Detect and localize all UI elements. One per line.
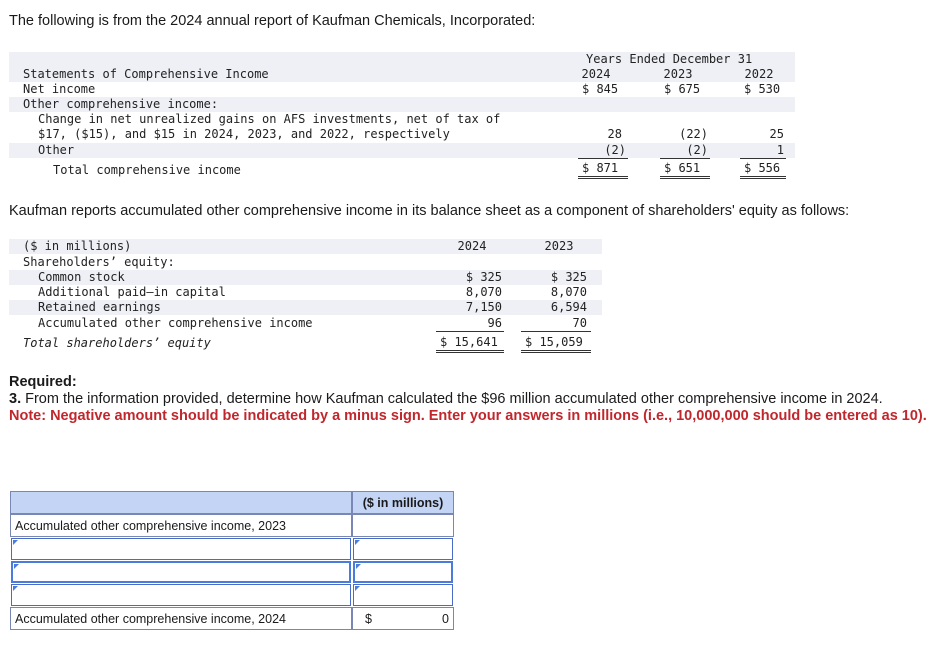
aoci-2024: 96 [487,316,502,330]
total-double-underline [740,176,786,177]
year-2024: 2024 [581,67,611,81]
net-income-2023: $ 675 [664,82,701,96]
row-last-value-cell [352,607,454,630]
afs-2022: 25 [769,127,784,141]
row-first-label-cell [10,514,352,537]
retained-earnings-2023: 6,594 [550,300,587,314]
total-equity-2023: $ 15,059 [525,335,583,349]
afs-2023: (22) [679,127,708,141]
total-double-underline [660,176,710,177]
eq-year-2024: 2024 [457,239,487,253]
aoci-2023: 70 [572,316,587,330]
required-section [9,374,939,425]
question [9,391,939,408]
other-2022: 1 [776,143,784,157]
apic-label: Additional paid–in capital [38,285,226,299]
row-first-label: Accumulated other comprehensive income, 2023 [15,519,286,533]
eq-year-2023: 2023 [544,239,574,253]
total-double-underline [660,178,710,179]
afs-label-line1: Change in net unrealized gains on AFS investments, net of tax of [38,112,501,126]
total-ci-2024: $ 871 [582,161,619,175]
row-last-label: Accumulated other comprehensive income, 2024 [15,612,286,626]
section-label: Shareholders’ equity: [23,255,175,269]
common-stock-label: Common stock [38,270,125,284]
retained-earnings-2024: 7,150 [465,300,502,314]
note-text: Note: Negative amount should be indicated by a minus sign. Enter your answers in millions (i.e., 10,000,000 should be entered as 10). [9,408,927,424]
total-aoci-2024-value: 0 [442,612,449,626]
afs-label-line2: $17, ($15), and $15 in 2024, 2023, and 2022, respectively [38,127,450,141]
other-2023: (2) [686,143,708,157]
total-double-underline [740,178,786,179]
subtotal-underline [578,158,628,159]
total-double-underline [436,352,504,353]
statement-title: Statements of Comprehensive Income [23,67,269,81]
year-2022: 2022 [744,67,774,81]
total-double-underline [521,350,591,351]
afs-2024: 28 [607,127,622,141]
row-last-label-cell [10,607,352,630]
column-header: ($ in millions) [362,496,444,510]
common-stock-2023: $ 325 [550,270,587,284]
total-double-underline [521,352,591,353]
subtotal-underline [436,331,504,332]
dropdown-marker-icon [356,564,361,569]
period-header: Years Ended December 31 [586,52,753,66]
row3-amount-input[interactable] [353,561,453,583]
currency-symbol: $ [365,612,372,626]
dropdown-marker-icon [355,586,360,591]
dropdown-marker-icon [13,540,18,545]
header-unit-cell [352,491,454,514]
row4-amount-input[interactable] [353,584,453,606]
total-double-underline [578,178,628,179]
unit-label: ($ in millions) [23,239,132,253]
subtotal-underline [660,158,710,159]
other-label: Other [38,143,75,157]
total-equity-2024: $ 15,641 [440,335,498,349]
total-double-underline [436,350,504,351]
header-label-cell [10,491,352,514]
apic-2023: 8,070 [550,285,587,299]
question-number: 3. [9,391,22,407]
oci-label: Other comprehensive income: [23,97,219,111]
dropdown-marker-icon [14,564,19,569]
net-income-2024: $ 845 [582,82,619,96]
intro-text: The following is from the 2024 annual report of Kaufman Chemicals, Incorporated: [9,13,536,29]
row3-label-input[interactable] [11,561,351,583]
row2-label-input[interactable] [11,538,351,560]
total-double-underline [578,176,628,177]
total-ci-2023: $ 651 [664,161,701,175]
net-income-2022: $ 530 [744,82,781,96]
row-first-value-cell [352,514,454,537]
common-stock-2024: $ 325 [465,270,502,284]
dropdown-marker-icon [355,540,360,545]
subtotal-underline [521,331,591,332]
subtotal-underline [740,158,786,159]
aoci-label: Accumulated other comprehensive income [38,316,313,330]
question-text: From the information provided, determine how Kaufman calculated the $96 million accumulated other comprehensive income in 2024. [25,391,883,407]
dropdown-marker-icon [13,586,18,591]
required-heading: Required: [9,374,77,390]
paragraph-aoci: Kaufman reports accumulated other comprehensive income in its balance sheet as a component of shareholders' equity as follows: [9,203,850,219]
apic-2024: 8,070 [465,285,502,299]
total-ci-2022: $ 556 [744,161,781,175]
retained-earnings-label: Retained earnings [38,300,161,314]
year-2023: 2023 [663,67,693,81]
row2-amount-input[interactable] [353,538,453,560]
other-2024: (2) [604,143,626,157]
net-income-label: Net income [23,82,96,96]
total-ci-label: Total comprehensive income [53,163,241,177]
total-equity-label: Total shareholders’ equity [23,336,211,350]
row4-label-input[interactable] [11,584,351,606]
